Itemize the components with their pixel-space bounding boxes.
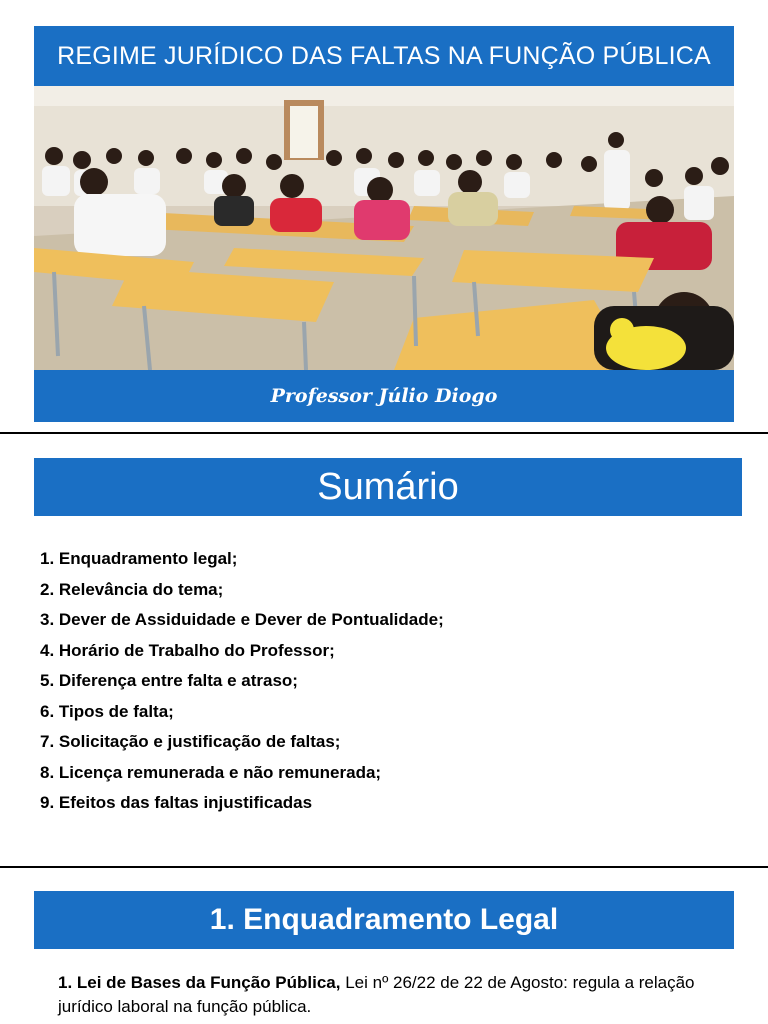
- legal-banner: [34, 891, 734, 949]
- summary-item: 5. Diferença entre falta e atraso;: [40, 671, 298, 690]
- presentation-title: REGIME JURÍDICO DAS FALTAS NA FUNÇÃO PÚBLICA: [57, 41, 711, 70]
- slide-summary: [0, 434, 768, 868]
- summary-item: 4. Horário de Trabalho do Professor;: [40, 640, 335, 660]
- summary-item: 2. Relevância do tema;: [40, 579, 224, 599]
- summary-item: 7. Solicitação e justificação de faltas;: [40, 732, 341, 751]
- summary-item: 6. Tipos de falta;: [40, 701, 174, 721]
- summary-title: Sumário: [317, 465, 459, 508]
- classroom-illustration: [34, 86, 734, 370]
- summary-banner: [34, 458, 742, 516]
- author-name: Professor Júlio Diogo: [270, 385, 498, 407]
- legal-paragraph: [58, 971, 738, 1019]
- summary-item: 1. Enquadramento legal;: [40, 549, 238, 568]
- slide-legal-framework: [0, 868, 768, 1024]
- slide-title: [0, 0, 768, 434]
- title-banner: [34, 26, 734, 86]
- classroom-photo: [34, 86, 734, 370]
- legal-title: 1. Enquadramento Legal: [209, 903, 559, 936]
- summary-list: [40, 544, 444, 819]
- law-name: 1. Lei de Bases da Função Pública,: [58, 973, 341, 992]
- law-description: Lei nº 26/22 de 22 de Agosto: regula a relação jurídico laboral na função pública.: [58, 973, 695, 1016]
- author-banner: [34, 370, 734, 422]
- summary-item: 9. Efeitos das faltas injustificadas: [40, 793, 313, 812]
- summary-item: 8. Licença remunerada e não remunerada;: [40, 762, 382, 782]
- summary-item: 3. Dever de Assiduidade e Dever de Pontualidade;: [40, 610, 444, 629]
